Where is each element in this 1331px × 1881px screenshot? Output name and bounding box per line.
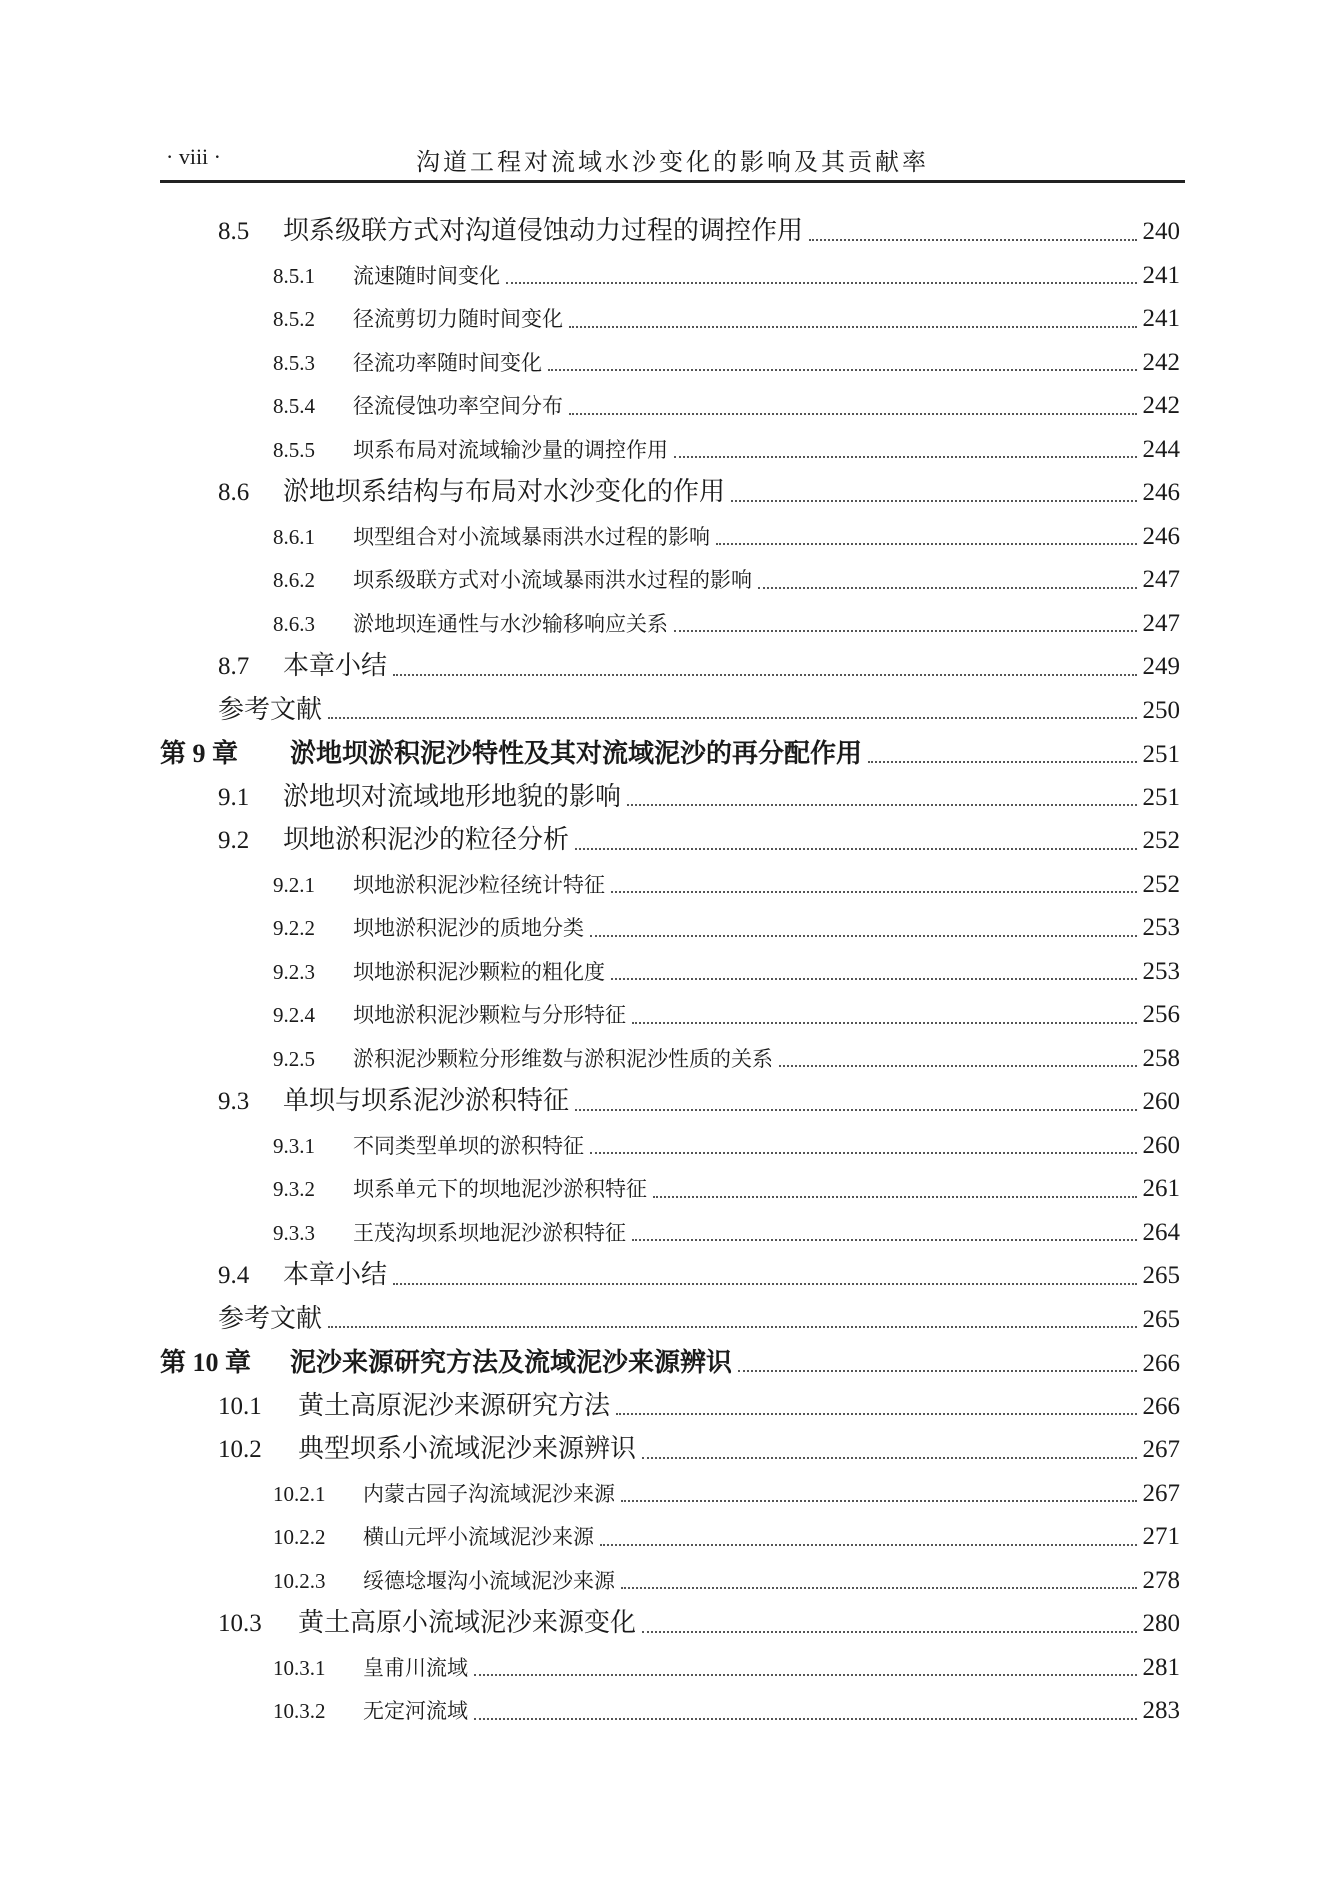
toc-entry-number: 10.2.1 [273,1481,326,1506]
dot-leader [642,1457,1136,1459]
toc-entry-title: 坝地淤积泥沙颗粒的粗化度 [353,959,605,984]
toc-entry-page: 241 [1142,305,1180,332]
toc-entry-number: 9.3.3 [273,1220,315,1245]
dot-leader [590,935,1137,937]
toc-entry-page: 261 [1142,1175,1180,1202]
toc-entry-page: 246 [1142,479,1180,506]
toc-entry-number: 10.1 [218,1392,262,1420]
toc-entry-number: 9.3 [218,1088,250,1115]
dot-leader [590,1152,1137,1154]
toc-entry-number: 8.5.2 [273,307,315,331]
dot-leader [548,369,1137,371]
toc-entry-number: 8.5.5 [273,437,315,462]
toc-entry-page: 249 [1142,653,1180,680]
toc-entry-number: 第 10 章 [160,1348,252,1377]
toc-entry-page: 251 [1142,783,1180,811]
toc-entry-page: 256 [1142,1001,1180,1028]
dot-leader [758,587,1137,589]
toc-entry[interactable] [160,471,1180,515]
toc-entry-title: 内蒙古园子沟流域泥沙来源 [363,1481,615,1506]
toc-entry-page: 266 [1142,1350,1180,1377]
toc-entry[interactable] [160,1428,1180,1472]
toc-entry-page: 246 [1142,522,1180,550]
page-number: · viii · [166,144,221,169]
dot-leader [779,1065,1137,1067]
toc-entry[interactable] [160,1211,1180,1255]
toc-entry[interactable] [160,1515,1180,1559]
toc-entry-title: 坝地淤积泥沙颗粒与分形特征 [353,1003,626,1027]
toc-entry-number: 9.3.2 [273,1177,315,1201]
toc-entry[interactable] [160,1080,1180,1124]
toc-entry-page: 247 [1142,566,1180,593]
toc-entry-page: 250 [1142,696,1180,724]
toc-entry[interactable] [160,1689,1180,1733]
toc-entry-title: 坝系级联方式对沟道侵蚀动力过程的调控作用 [283,216,804,246]
toc-entry-number: 8.5.3 [273,350,315,375]
toc-entry-page: 242 [1142,348,1180,376]
toc-entry-number: 8.6 [218,479,250,506]
toc-entry-title: 无定河流域 [363,1699,468,1723]
toc-entry-title: 泥沙来源研究方法及流域泥沙来源辨识 [290,1348,733,1378]
toc-entry[interactable] [160,297,1180,341]
toc-entry-page: 265 [1142,1305,1180,1333]
toc-entry-title: 参考文献 [218,1303,323,1334]
dot-leader [674,456,1137,458]
dot-leader [569,413,1137,415]
toc-entry-title: 坝地淤积泥沙粒径统计特征 [353,872,605,897]
dot-leader [328,717,1136,719]
toc-entry[interactable] [160,384,1180,428]
toc-entry-title: 本章小结 [283,651,388,681]
dot-leader [328,1326,1136,1328]
toc-entry-page: 267 [1142,1436,1180,1463]
toc-entry[interactable] [160,1167,1180,1211]
toc-entry-title: 坝地淤积泥沙的粒径分析 [283,825,570,855]
toc-entry-page: 241 [1142,261,1180,289]
toc-entry[interactable] [160,210,1180,254]
toc-entry[interactable] [160,863,1180,907]
toc-entry[interactable] [160,428,1180,472]
toc-entry-title: 皇甫川流域 [363,1655,468,1680]
toc-entry-number: 9.2.2 [273,916,315,940]
dot-leader [627,804,1136,806]
running-header [160,140,1185,183]
toc-entry[interactable] [160,1124,1180,1168]
toc-entry-number: 9.4 [218,1262,250,1289]
dot-leader [716,543,1137,545]
toc-entry-title: 淤积泥沙颗粒分形维数与淤积泥沙性质的关系 [353,1046,773,1071]
book-title: 沟道工程对流域水沙变化的影响及其贡献率 [416,148,929,176]
toc-entry-title: 坝系布局对流域输沙量的调控作用 [353,437,668,462]
toc-entry[interactable] [160,1559,1180,1603]
toc-entry-title: 流速随时间变化 [353,263,500,288]
toc-entry-number: 9.3.1 [273,1133,315,1158]
dot-leader [393,674,1136,676]
toc-entry-page: 280 [1142,1610,1180,1637]
toc-entry-title: 坝系级联方式对小流域暴雨洪水过程的影响 [353,568,752,592]
toc-entry-page: 271 [1142,1523,1180,1550]
dot-leader [575,1109,1136,1111]
toc-entry-page: 242 [1142,392,1180,419]
dot-leader [616,1413,1136,1415]
dot-leader [642,1631,1136,1633]
toc-entry-page: 264 [1142,1218,1180,1246]
toc-entry-number: 10.2.2 [273,1525,326,1549]
toc-entry-title: 横山元坪小流域泥沙来源 [363,1525,594,1549]
toc-entry-page: 253 [1142,914,1180,941]
toc-entry-title: 坝地淤积泥沙的质地分类 [353,916,584,940]
toc-entry-number: 8.6.3 [273,611,315,636]
toc-entry-number: 第 9 章 [160,739,239,768]
dot-leader [569,326,1137,328]
toc-entry[interactable] [160,776,1180,820]
toc-entry-title: 坝系单元下的坝地泥沙淤积特征 [353,1177,647,1201]
toc-entry-page: 252 [1142,870,1180,898]
toc-entry-title: 王茂沟坝系坝地泥沙淤积特征 [353,1220,626,1245]
toc-entry-page: 278 [1142,1566,1180,1594]
toc-entry[interactable] [160,1254,1180,1298]
toc-entry-number: 9.2.1 [273,872,315,897]
toc-entry-page: 281 [1142,1653,1180,1681]
toc-entry[interactable] [160,950,1180,994]
toc-entry-title: 不同类型单坝的淤积特征 [353,1133,584,1158]
toc-entry-page: 260 [1142,1131,1180,1159]
toc-entry-number: 9.2 [218,827,250,854]
dot-leader [611,978,1137,980]
toc-entry-page: 260 [1142,1088,1180,1115]
dot-leader [621,1587,1137,1589]
toc-entry-title: 淤地坝对流域地形地貌的影响 [283,781,622,812]
dot-leader [621,1500,1137,1502]
toc-entry[interactable] [160,1341,1180,1385]
dot-leader [632,1239,1137,1241]
toc-entry-number: 8.6.2 [273,568,315,592]
dot-leader [611,891,1137,893]
toc-entry-number: 8.7 [218,653,250,680]
toc-entry[interactable] [160,819,1180,863]
toc-entry-number: 9.2.3 [273,959,315,984]
toc-entry-title: 径流功率随时间变化 [353,350,542,375]
toc-entry-title: 淤地坝淤积泥沙特性及其对流域泥沙的再分配作用 [290,739,863,769]
toc-entry-number: 8.5 [218,218,250,245]
dot-leader [575,848,1136,850]
toc-entry[interactable] [160,689,1180,733]
toc-entry-page: 244 [1142,435,1180,463]
toc-entry[interactable] [160,254,1180,298]
dot-leader [731,500,1136,502]
toc-entry-page: 283 [1142,1697,1180,1724]
toc-entry-title: 径流剪切力随时间变化 [353,307,563,331]
toc-entry-page: 266 [1142,1392,1180,1420]
toc-entry[interactable] [160,732,1180,776]
toc-entry-number: 10.2.3 [273,1568,326,1593]
toc-entry[interactable] [160,1646,1180,1690]
toc-entry[interactable] [160,602,1180,646]
toc-entry-page: 265 [1142,1262,1180,1289]
toc-entry[interactable] [160,1472,1180,1516]
toc-entry-page: 251 [1142,741,1180,768]
toc-entry-number: 9.2.4 [273,1003,315,1027]
toc-entry-page: 247 [1142,609,1180,637]
toc-entry[interactable] [160,341,1180,385]
dot-leader [600,1544,1137,1546]
dot-leader [868,761,1136,763]
toc-entry-page: 267 [1142,1479,1180,1507]
dot-leader [632,1022,1137,1024]
toc-entry-title: 本章小结 [283,1260,388,1290]
dot-leader [674,630,1137,632]
toc-entry-number: 10.3.1 [273,1655,326,1680]
toc-entry-page: 253 [1142,957,1180,985]
table-of-contents [160,210,1180,1733]
dot-leader [653,1196,1137,1198]
toc-entry-page: 240 [1142,218,1180,245]
toc-entry-title: 单坝与坝系泥沙淤积特征 [283,1086,570,1116]
toc-entry-title: 径流侵蚀功率空间分布 [353,394,563,418]
toc-entry-title: 典型坝系小流域泥沙来源辨识 [298,1434,637,1464]
dot-leader [474,1674,1137,1676]
toc-entry-title: 坝型组合对小流域暴雨洪水过程的影响 [353,524,710,549]
toc-entry-number: 10.3.2 [273,1699,326,1723]
toc-entry-number: 9.1 [218,783,250,811]
toc-entry-title: 黄土高原泥沙来源研究方法 [298,1390,611,1421]
toc-entry-number: 9.2.5 [273,1046,315,1071]
toc-entry[interactable] [160,558,1180,602]
toc-entry[interactable] [160,1602,1180,1646]
toc-entry-number: 8.5.1 [273,263,315,288]
toc-entry-number: 10.2 [218,1436,262,1463]
dot-leader [809,239,1136,241]
toc-entry-number: 8.5.4 [273,394,315,418]
toc-entry-number: 10.3 [218,1610,262,1637]
toc-entry[interactable] [160,645,1180,689]
toc-entry[interactable] [160,993,1180,1037]
toc-entry-title: 淤地坝系结构与布局对水沙变化的作用 [283,477,726,507]
toc-entry-title: 淤地坝连通性与水沙输移响应关系 [353,611,668,636]
dot-leader [738,1370,1136,1372]
toc-entry[interactable] [160,1037,1180,1081]
toc-entry-page: 258 [1142,1044,1180,1072]
toc-entry[interactable] [160,515,1180,559]
dot-leader [506,282,1137,284]
toc-entry[interactable] [160,1385,1180,1429]
toc-entry[interactable] [160,1298,1180,1342]
toc-entry-title: 黄土高原小流域泥沙来源变化 [298,1608,637,1638]
toc-entry-number: 8.6.1 [273,524,315,549]
dot-leader [393,1283,1136,1285]
toc-entry-title: 绥德埝堰沟小流域泥沙来源 [363,1568,615,1593]
dot-leader [474,1718,1137,1720]
toc-entry-title: 参考文献 [218,694,323,725]
toc-entry-page: 252 [1142,827,1180,854]
toc-entry[interactable] [160,906,1180,950]
